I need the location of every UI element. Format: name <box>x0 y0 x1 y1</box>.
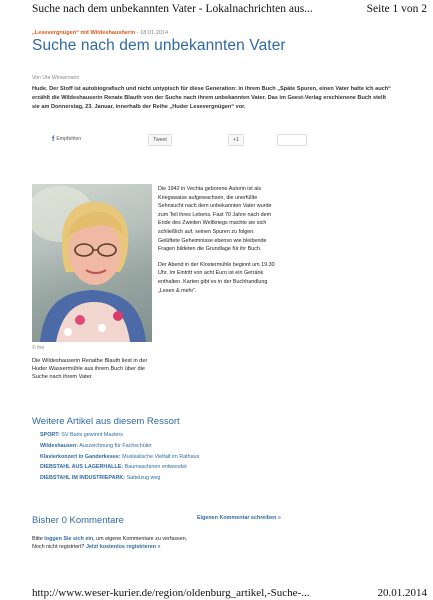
article-kicker <box>32 30 168 36</box>
related-article-text: Sattelzug weg <box>126 475 161 482</box>
photo-credit: © frei <box>32 345 45 351</box>
article-date: - 18.01.2014 <box>136 30 169 36</box>
related-article-link[interactable] <box>40 464 380 475</box>
print-footer <box>32 587 427 600</box>
print-header-title: Suche nach dem unbekannten Vater - Lokalnachrichten aus... <box>32 3 313 15</box>
related-article-kicker: DIEBSTAHL AUS LAGERHALLE: <box>40 464 124 471</box>
related-article-kicker: Klavierkonzert in Ganderkesee: <box>40 453 121 460</box>
related-article-kicker: Wildeshausen: <box>40 442 78 449</box>
login-suffix: , um eigene Kommentare zu verfassen. <box>93 536 188 542</box>
related-article-text: Musikalische Vielfalt im Rathaus <box>122 453 200 460</box>
body-paragraph: Der Abend in der Klostermühle beginnt um 19.30 Uhr. Im Eintritt von acht Euro ist ein Getränk enthalten. Karten gibt es in der Buchhandlung „Lesen & mehr“. <box>158 261 275 294</box>
comment-login-notice <box>32 535 292 551</box>
kicker-location: Wildeshausherin <box>90 30 136 36</box>
print-header <box>32 3 427 17</box>
print-footer-date: 20.01.2014 <box>377 587 427 599</box>
portrait-illustration <box>32 184 152 342</box>
related-article-text: Auszeichnung für Fachschüler <box>79 442 152 449</box>
related-article-text: Baumaschinen entwendet <box>124 464 187 471</box>
article-photo[interactable] <box>32 184 152 342</box>
article-teaser: Hude. Der Stoff ist autobiografisch und nicht untypisch für diese Generation: in ihrem Buch „Späte Spuren, einen Vater hatte ich auch“ erzählt die Wildeshauserin Renate Blauth von der Suche nach ihrem unbekannten Vater. Das im Geest-Verlag erschienene Buch stellt sie am Donnerstag, 23. Januar, innerhalb der Reihe „Huder Lesevergnügen“ vor. <box>32 86 391 110</box>
tweet-label: Tweet <box>153 137 167 143</box>
print-header-page: Seite 1 von 2 <box>366 3 427 15</box>
article-title: Suche nach dem unbekannten Vater <box>32 37 286 54</box>
login-link[interactable]: loggen Sie sich ein <box>44 536 94 542</box>
related-articles-list <box>40 432 380 486</box>
facebook-f-icon: f <box>52 135 55 143</box>
related-article-link[interactable] <box>40 475 380 486</box>
related-article-text: SV Baris gewinnt Masters <box>61 432 123 438</box>
related-article-link[interactable] <box>40 454 380 465</box>
kicker-category: „Lesevergnügen“ <box>32 30 79 36</box>
related-article-link[interactable] <box>40 443 380 454</box>
related-articles-title: Weitere Artikel aus diesem Ressort <box>32 416 180 427</box>
facebook-recommend-label: Empfehlen <box>56 136 82 142</box>
related-article-kicker: SPORT: <box>40 432 60 438</box>
register-link[interactable]: Jetzt kostenlos registrieren » <box>85 544 161 550</box>
share-count-box <box>277 134 307 146</box>
google-plus-button[interactable] <box>228 134 244 146</box>
article-byline: Von Ute Winsemann <box>32 75 80 81</box>
kicker-mid: mit <box>80 30 89 36</box>
article-body <box>158 185 276 302</box>
body-paragraph: Die 1942 in Vechta geborene Autorin ist als Kriegswaise aufgewachsen, die unerfüllte Sehnsucht nach dem unbekannten Vater wurde zum Teil ihres Lebens. Fast 70 Jahre nach dem Ende des Zweiten Weltkriegs machte sie sich schließlich auf, seinen Spuren zu folgen. Gelüftete Geheimnisse ebenso wie bleibende Fragen bildeten die Grundlage für ihr Buch. <box>158 186 272 253</box>
related-article-link[interactable] <box>40 432 380 443</box>
write-comment-link[interactable]: Eigenen Kommentar schreiben » <box>197 515 281 521</box>
login-prefix: Bitte <box>32 536 43 542</box>
comments-title: Bisher 0 Kommentare <box>32 515 124 526</box>
facebook-recommend-button[interactable] <box>52 134 81 144</box>
photo-caption: Die Wildeshauserin Renathe Blauth liest in der Huder Wassermühle aus ihrem Buch über die Suche nach ihrem Vater. <box>32 358 148 380</box>
share-bar <box>32 132 412 148</box>
tweet-button[interactable] <box>148 134 172 146</box>
related-article-kicker: DIEBSTAHL IM INDUSTRIEPARK: <box>40 475 126 482</box>
print-footer-url: http://www.weser-kurier.de/region/oldenburg_artikel,-Suche-... <box>32 587 310 599</box>
register-prefix: Noch nicht registriert? <box>32 544 85 550</box>
google-plus-label: +1 <box>233 137 239 143</box>
